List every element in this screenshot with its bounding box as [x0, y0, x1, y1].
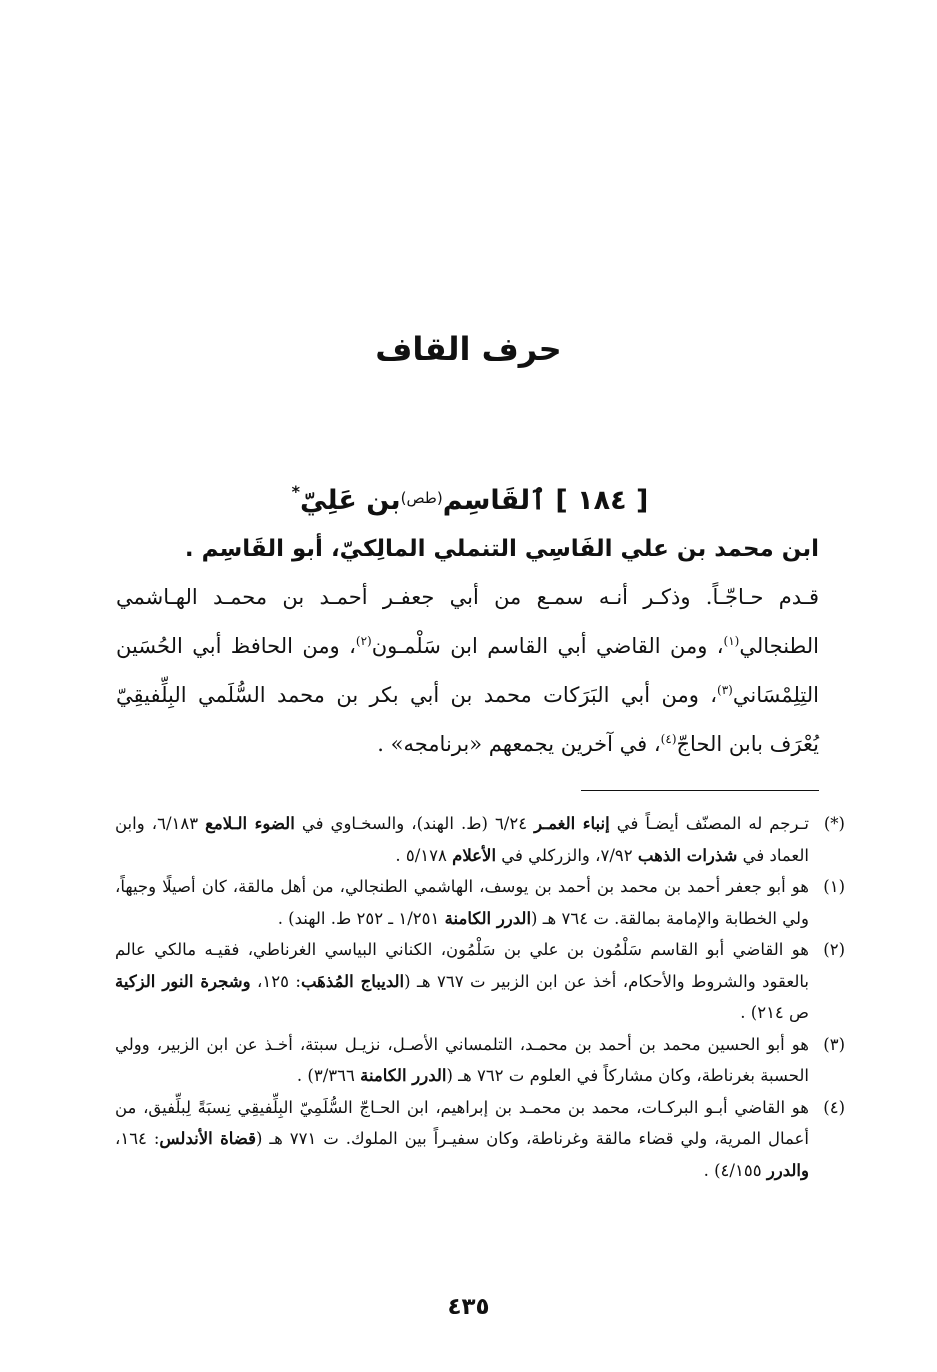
footnote-separator — [581, 790, 819, 791]
footnote-number: (٣) — [823, 1034, 845, 1054]
footnote-4 — [115, 1092, 845, 1187]
entry-lineage: ابن محمد بن علي الفَاسِي التنملي المالِكيّ، أبو القَاسِم . — [184, 536, 819, 562]
footnotes — [115, 808, 845, 1186]
entry-name-rest: بن عَلِيّ — [300, 485, 401, 516]
footnote-3 — [115, 1029, 845, 1092]
body-segment: قـدم حـاجّـاً. وذكـر أنـه سمـع من أبي جعفـر أحمـد بن محمـد الهـاشمي الطنجالي — [116, 585, 819, 658]
body-paragraph — [116, 575, 819, 766]
footnote-text: هو القاضي أبو القاسم سَلْمُون بن علي بن سَلْمُون، الكناني البياسي الغرناطي، فقيـه مالكي عالم بالعقود والشروط والأحكام، أخذ عن ابن الزبير ت ٧٦٧ هـ (الديباج المُذهَب: ١٢٥، وشجرة النور الزكية ص ٢١٤) . — [115, 940, 809, 1022]
entry-heading — [120, 482, 820, 516]
footnote-number: (٤) — [823, 1097, 845, 1117]
body-segment: ، ومن القاضي أبي القاسم ابن سَلْمـون — [371, 634, 724, 658]
entry-number: [ ١٨٤ ] — [555, 485, 649, 516]
footnote-ref-3: (٣) — [717, 683, 733, 697]
footnote-text: هو القاضي أبـو البركـات، محمد بن محمـد بن إبراهيم، ابن الحـاجّ السُّلَمِيّ البِلِّفيقِي نِسبَةً لِبلِّفيق، من أعمال المرية، ولي قضاء مالقة وغرناطة، وكان سفيـراً بين الملوك. ت ٧٧١ هـ (قضاة الأندلس: ١٦٤، والدرر ٤/١٥٥) . — [115, 1097, 809, 1180]
footnote-text: هو أبو الحسين محمد بن أحمد بن محمـد، التلمساني الأصـل، نزيـل سبتة، أخـذ عن ابن الزبير، وولي الحسبة بغرناطة، وكان مشاركاً في العلوم ت ٧٦٢ هـ (الدرر الكامنة ٣/٣٦٦) . — [115, 1034, 809, 1085]
footnote-ref-2: (٢) — [355, 634, 372, 648]
footnote-ref-1: (١) — [723, 634, 740, 648]
chapter-title: حرف القاف — [375, 330, 562, 368]
footnote-number: (١) — [823, 877, 845, 896]
footnote-text: تـرجم له المصنّف أيضـاً في إنباء الغمـر ٦/٢٤ (ط. الهند)، والسخـاوي في الضوء الـلامع ٦/١٨٣، وابن العماد في شذرات الذهب ٧/٩٢، والزركلي في الأعلام ٥/١٧٨ . — [115, 814, 810, 865]
body-segment: ، في آخرين يجمعهم «برنامجه» . — [377, 732, 661, 756]
footnote-1 — [115, 871, 845, 934]
footnote-2 — [115, 934, 845, 1029]
body-segment: ، ومن الحافظ أبي الحُسَين التِلِمْسَاني — [116, 634, 819, 707]
body-text — [116, 575, 819, 766]
entry-star-mark: * — [291, 482, 301, 501]
tas-mark: (طص) — [400, 489, 443, 507]
page-number: ٤٣٥ — [447, 1294, 490, 1320]
footnote-star — [115, 808, 845, 871]
footnote-number: (٢) — [823, 940, 845, 959]
body-segment: ، ومن أبي البَرَكات محمد بن أبي بكر بن محمد السُّلَمي البِلِّفيقِيّ يُعْرَف بابن الحاجّ — [116, 683, 819, 756]
footnote-number: (*) — [823, 814, 845, 833]
footnote-ref-4: (٤) — [660, 732, 677, 746]
footnote-text: هو أبو جعفر أحمد بن محمد بن أحمد بن يوسف، الهاشمي الطنجالي، من أهل مالقة، كان أصيلًا وجيهاً، ولي الخطابة والإمامة بمالقة. ت ٧٦٤ هـ (الدرر الكامنة ١/٢٥١ ـ ٢٥٢ ط. الهند) . — [115, 877, 809, 928]
entry-name: ٱلقَاسِم — [442, 485, 546, 516]
